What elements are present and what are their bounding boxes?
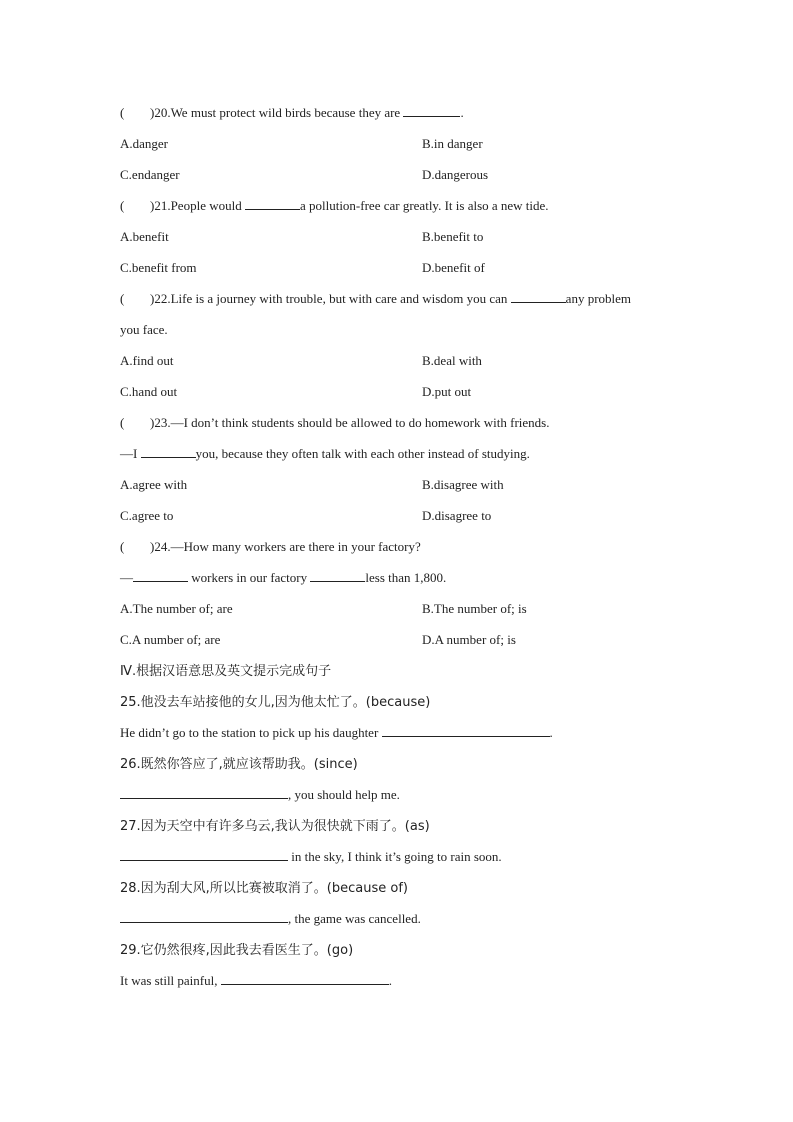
question-25 [120,693,720,724]
question-26 [120,755,720,786]
section-heading: Ⅳ.根据汉语意思及英文提示完成句子 [120,664,332,679]
question-21: ( )21.People would a pollution-free car greatly. It is also a new tide. [120,198,549,213]
option-c[interactable]: C.A number of; are [120,632,221,647]
chinese-prompt: 27.因为天空中有许多乌云,我认为很快就下雨了。(as) [120,819,430,834]
question-28 [120,879,720,910]
option-d[interactable]: D.benefit of [422,260,485,275]
answer-blank[interactable] [403,104,460,117]
option-c[interactable]: C.endanger [120,167,180,182]
chinese-prompt: 25.他没去车站接他的女儿,因为他太忙了。(because) [120,695,431,710]
dialogue-line: — workers in our factory less than 1,800. [120,570,447,585]
question-20: ( )20.We must protect wild birds because they are . [120,105,464,120]
answer-paren[interactable]: ( [120,291,125,306]
question-23 [120,414,720,445]
option-b[interactable]: B.in danger [422,136,483,151]
option-b[interactable]: B.benefit to [422,229,484,244]
options-row [120,228,720,259]
option-a[interactable]: A.find out [120,353,174,368]
options-row [120,352,720,383]
chinese-prompt: 28.因为刮大风,所以比赛被取消了。(because of) [120,881,408,896]
answer-blank[interactable] [141,445,196,458]
answer-line: , you should help me. [120,786,720,817]
option-d[interactable]: D.dangerous [422,167,489,182]
answer-line: He didn’t go to the station to pick up his daughter . [120,725,553,740]
option-c[interactable]: C.agree to [120,508,174,523]
option-d[interactable]: D.A number of; is [422,632,516,647]
option-a[interactable]: A.danger [120,136,169,151]
option-a[interactable]: A.agree with [120,477,188,492]
chinese-prompt: 29.它仍然很疼,因此我去看医生了。(go) [120,943,354,958]
question-27 [120,817,720,848]
option-b[interactable]: B.disagree with [422,477,504,492]
options-row [120,631,720,662]
question-stem: )21.People would [150,198,242,213]
question-stem: )20.We must protect wild birds because they are [150,105,401,120]
options-row [120,507,720,538]
options-row [120,166,720,197]
option-b[interactable]: B.deal with [422,353,482,368]
question-22: ( )22.Life is a journey with trouble, but with care and wisdom you can any problem [120,291,632,306]
answer-line: It was still painful, . [120,973,392,988]
worksheet [120,104,720,1003]
option-a[interactable]: A.benefit [120,229,169,244]
question-stem: )22.Life is a journey with trouble, but with care and wisdom you can [150,291,508,306]
option-c[interactable]: C.hand out [120,384,178,399]
options-row [120,259,720,290]
question-stem: )23.—I don’t think students should be allowed to do homework with friends. [150,415,550,430]
answer-line: in the sky, I think it’s going to rain soon. [120,848,720,879]
options-row [120,383,720,414]
answer-paren[interactable]: ( [120,198,125,213]
answer-paren[interactable]: ( [120,415,125,430]
answer-blank[interactable] [511,290,566,303]
chinese-prompt: 26.既然你答应了,就应该帮助我。(since) [120,757,358,772]
answer-blank[interactable] [120,786,288,799]
option-a[interactable]: A.The number of; are [120,601,233,616]
question-stem: )24.—How many workers are there in your factory? [150,539,421,554]
answer-blank[interactable] [221,972,389,985]
question-continuation: you face. [120,322,168,337]
answer-blank[interactable] [120,910,288,923]
question-29 [120,941,720,972]
answer-blank[interactable] [133,569,188,582]
option-c[interactable]: C.benefit from [120,260,197,275]
option-d[interactable]: D.put out [422,384,472,399]
answer-paren[interactable]: ( [120,105,125,120]
option-d[interactable]: D.disagree to [422,508,492,523]
dialogue-line: —I you, because they often talk with each other instead of studying. [120,446,530,461]
answer-blank[interactable] [120,848,288,861]
answer-paren[interactable]: ( [120,539,125,554]
answer-blank[interactable] [382,724,550,737]
options-row [120,135,720,166]
answer-blank[interactable] [245,197,300,210]
options-row [120,600,720,631]
answer-blank[interactable] [310,569,365,582]
answer-line: , the game was cancelled. [120,910,720,941]
option-b[interactable]: B.The number of; is [422,601,527,616]
options-row [120,476,720,507]
question-24 [120,538,720,569]
